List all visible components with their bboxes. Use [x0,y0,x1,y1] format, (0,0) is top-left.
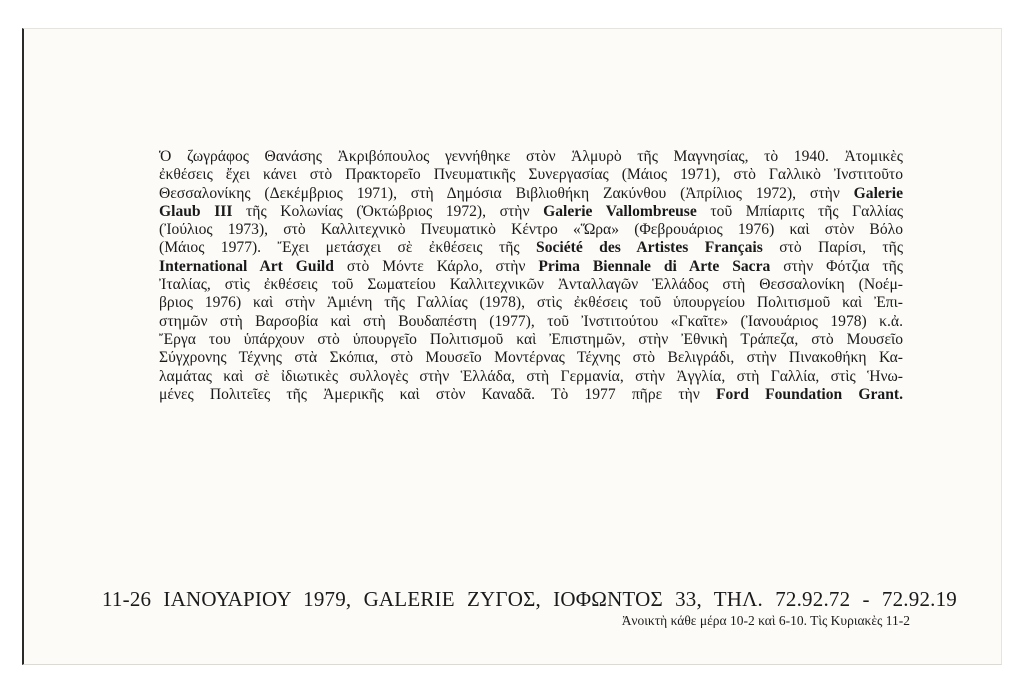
bio-text: βριος 1976) καὶ στὴν Ἀμιένη τῆς Γαλλίας (1978), στὶς ἐκθέσεις τοῦ ὑπουργείου Πολιτισμοῦ καὶ Ἐπι- [159,294,903,312]
bio-text: τῆς Κολωνίας (Ὀκτώβριος 1972), στὴν [232,202,544,220]
bio-line [159,368,903,386]
exhibition-venue-dates: 11-26 ΙΑΝΟΥΑΡΙΟΥ 1979, GALERIE ΖΥΓΟΣ, ΙΟΦΩΝΤΟΣ 33, ΤΗΛ. 72.92.72 - 72.92.19 [102,587,957,611]
bio-text: Σύγχρονης Τέχνης στὰ Σκόπια, στὸ Μουσεῖο Μοντέρνας Τέχνης στὸ Βελιγράδι, στὴν Πινακοθήκη Κα- [159,349,903,367]
bio-emphasis: Société des Artistes Français [536,239,763,257]
bio-text: μένες Πολιτεῖες τῆς Ἀμερικῆς καὶ στὸν Καναδᾶ. Τὸ 1977 πῆρε τὴν [159,385,716,403]
bio-text: στὸ Μόντε Κάρλο, στὴν [333,257,539,275]
bio-emphasis: Galerie [853,184,903,202]
bio-line [159,166,903,184]
bio-text: στημῶν στὴ Βαρσοβία καὶ στὴ Βουδαπέστη (1977), τοῦ Ἰνστιτούτου «Γκαῖτε» (Ἰανουάριος 1978) κ.ἀ. [159,312,903,330]
bio-text: στὸ Παρίσι, τῆς [762,239,903,257]
bio-text: ἐκθέσεις ἔχει κάνει στὸ Πρακτορεῖο Πνευματικῆς Συνεργασίας (Μάιος 1971), στὸ Γαλλικὸ Ἰνστιτοῦτο [159,166,903,184]
bio-text: τοῦ Μπίαριτς τῆς Γαλλίας [696,202,903,220]
artist-biography [159,148,903,404]
opening-hours: Ἀνοικτὴ κάθε μέρα 10-2 καὶ 6-10. Τὶς Κυριακὲς 11-2 [621,613,910,628]
bio-line [159,349,903,367]
bio-line [159,203,903,221]
bio-emphasis: Prima Biennale di Arte Sacra [538,257,771,275]
bio-line [159,148,903,166]
bio-line [159,276,903,294]
bio-emphasis: Glaub III [159,202,233,220]
bio-text: στὴν Φότζια τῆς [770,257,903,275]
bio-line [159,386,903,404]
bio-text: Ὁ ζωγράφος Θανάσης Ἀκριβόπουλος γεννήθηκε στὸν Ἁλμυρὸ τῆς Μαγνησίας, τὸ 1940. Ἀτομικὲς [159,148,903,165]
bio-line [159,258,903,276]
bio-text: Θεσσαλονίκης (Δεκέμβριος 1971), στὴ Δημόσια Βιβλιοθήκη Ζακύνθου (Ἀπρίλιος 1972), στὴν [159,184,854,202]
bio-emphasis: Ford Foundation Grant. [715,385,903,403]
bio-emphasis: Galerie Vallombreuse [543,202,697,220]
bio-line [159,185,903,203]
invitation-card [22,28,1002,665]
bio-line [159,313,903,331]
bio-line [159,331,903,349]
bio-text: (Ἰούλιος 1973), στὸ Καλλιτεχνικὸ Πνευματικὸ Κέντρο «Ὥρα» (Φεβρουάριος 1976) καὶ στὸν Βόλο [159,221,903,239]
bio-text: Ἰταλίας, στὶς ἐκθέσεις τοῦ Σωματείου Καλλιτεχνικῶν Ἀνταλλαγῶν Ἑλλάδος στὴ Θεσσαλονίκη (Νοέμ- [159,276,903,294]
bio-text: (Μάιος 1977). Ἔχει μετάσχει σὲ ἐκθέσεις τῆς [159,239,537,257]
bio-line [159,221,903,239]
bio-emphasis: International Art Guild [159,257,334,275]
bio-line [159,239,903,257]
bio-text: λαμάτας καὶ σὲ ἰδιωτικὲς συλλογὲς στὴν Ἑλλάδα, στὴ Γερμανία, στὴν Ἀγγλία, στὴ Γαλλία, στὶς Ἡνω- [159,367,903,385]
bio-text: Ἔργα του ὑπάρχουν στὸ ὑπουργεῖο Πολιτισμοῦ καὶ Ἐπιστημῶν, στὴν Ἐθνικὴ Τράπεζα, στὸ Μουσεῖο [159,330,903,348]
bio-line [159,294,903,312]
